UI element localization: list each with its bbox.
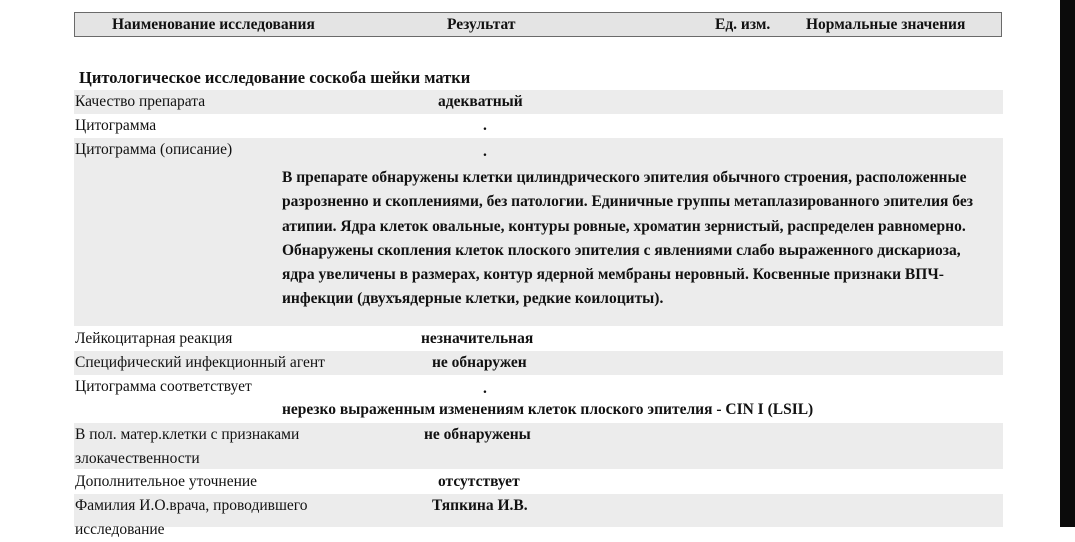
row-value: . — [483, 380, 487, 397]
right-edge-strip — [1060, 0, 1075, 527]
row-label: Цитограмма — [75, 117, 157, 134]
header-unit: Ед. изм. — [715, 16, 771, 33]
row-cytogram — [74, 114, 1003, 138]
row-additional-note — [74, 470, 1003, 494]
cytogram-description-text: В препарате обнаружены клетки цилиндрического эпителия обычного строения, расположенные разрозненно и скоплениями, без патологии. Единичные группы метаплазированного эпителия без атипии. Ядра клеток овальные, контуры ровные, хроматин зернистый, распределен равномерно. Обнаружены скопления клеток плоского эпителия с явлениями слабо выраженного дискариоза, ядра увеличены в размерах, контур ядерной мембраны неровный. Косвенные признаки ВПЧ-инфекции (двухъядерные клетки, редкие коилоциты). — [282, 169, 973, 308]
section-title: Цитологическое исследование соскоба шейки матки — [79, 68, 471, 87]
row-label: Качество препарата — [75, 93, 206, 110]
row-label: Фамилия И.О.врача, проводившего исследование — [75, 497, 308, 538]
cytogram-conclusion-text: нерезко выраженным изменениям клеток плоского эпителия - CIN I (LSIL) — [282, 401, 814, 418]
table-header — [74, 12, 1002, 37]
row-cytogram-conclusion — [74, 375, 1003, 422]
row-value: не обнаружен — [432, 354, 527, 371]
row-malignant-cells — [74, 423, 1003, 469]
row-label: Лейкоцитарная реакция — [75, 330, 233, 347]
row-value: адекватный — [438, 93, 523, 110]
row-label: Цитограмма соответствует — [75, 378, 252, 395]
row-infectious-agent — [74, 351, 1003, 375]
row-value: . — [483, 143, 487, 160]
row-value: не обнаружены — [424, 426, 531, 443]
header-result: Результат — [447, 16, 516, 33]
row-label: Специфический инфекционный агент — [75, 354, 325, 371]
row-label: Дополнительное уточнение — [75, 473, 258, 490]
row-value: отсутствует — [438, 473, 520, 490]
header-norm: Нормальные значения — [806, 16, 966, 33]
row-specimen-quality — [74, 90, 1003, 114]
row-value: Тяпкина И.В. — [432, 497, 528, 514]
row-leukocyte-reaction — [74, 327, 1003, 351]
row-cytogram-description — [74, 138, 1003, 326]
row-label: В пол. матер.клетки с признаками злокачественности — [75, 426, 300, 467]
header-name: Наименование исследования — [112, 16, 315, 33]
row-value: . — [483, 117, 487, 134]
row-doctor-name — [74, 494, 1003, 538]
row-label: Цитограмма (описание) — [75, 141, 233, 158]
row-value: незначительная — [421, 330, 534, 347]
